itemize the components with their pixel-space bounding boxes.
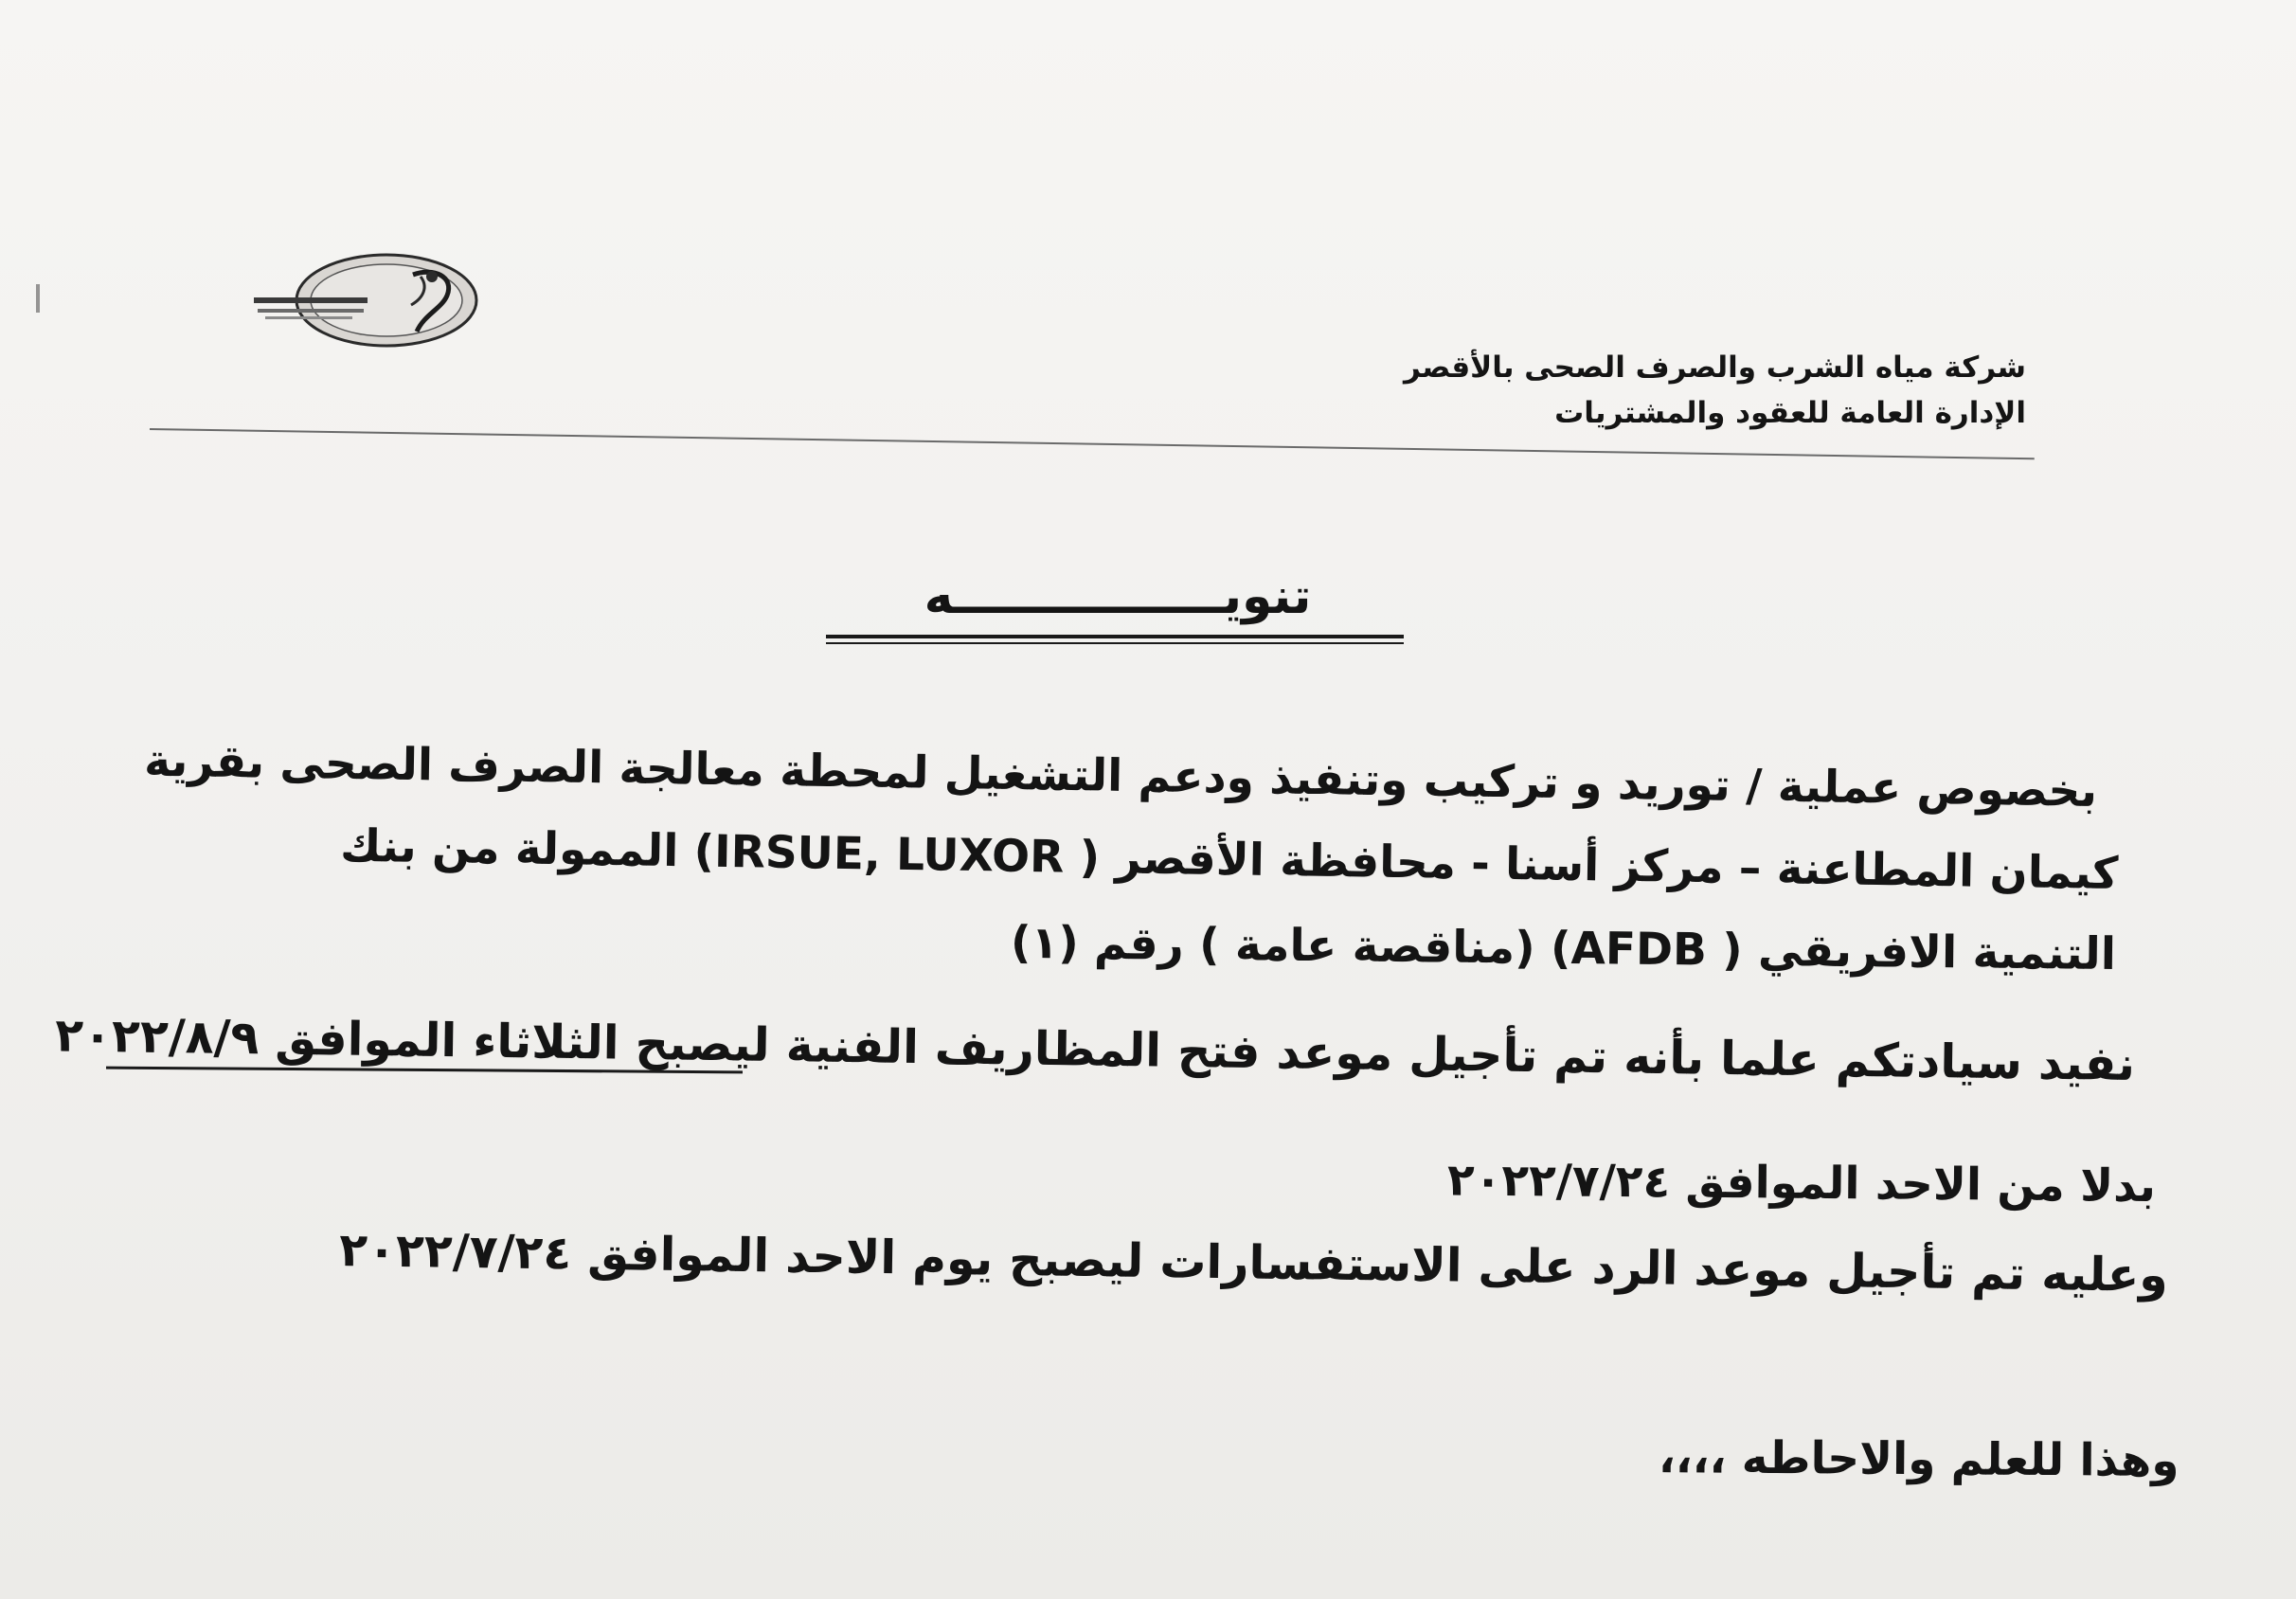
company-logo [244, 248, 491, 352]
body-line-3: التنمية الافريقي ( AFDB) (مناقصة عامة ) رقم (١) [1010, 916, 2117, 980]
body-line-4: نفيد سيادتكم علما بأنه تم تأجيل موعد فتح المظاريف الفنية ليصبح الثلاثاء الموافق ٢٠٢٢/٨/٩ [54, 1008, 2136, 1091]
edge-mark [36, 284, 40, 313]
title-underline [826, 635, 1404, 638]
page-title: تنويــــــــــــــــه [924, 568, 1312, 625]
body-line-5: بدلا من الاحد الموافق ٢٠٢٢/٧/٢٤ [1446, 1154, 2157, 1213]
letterhead [1404, 345, 2026, 436]
department-name: الإدارة العامة للعقود والمشتريات [1554, 396, 2026, 430]
title-underline-secondary [826, 642, 1404, 644]
closing-line: وهذا للعلم والاحاطه ،،،، [1659, 1431, 2180, 1487]
body-line-1: بخصوص عملية / توريد و تركيب وتنفيذ ودعم التشغيل لمحطة معالجة الصرف الصحى بقرية [143, 734, 2098, 817]
body-line-6: وعليه تم تأجيل موعد الرد على الاستفسارات ليصبح يوم الاحد الموافق ٢٠٢٢/٧/٢٤ [338, 1223, 2169, 1303]
company-name: شركة مياه الشرب والصرف الصحى بالأقصر [1404, 350, 2026, 385]
body-line-2: كيمان المطاعنة – مركز أسنا - محافظة الأقصر ( IRSUE, LUXOR) الممولة من بنك [339, 819, 2119, 900]
